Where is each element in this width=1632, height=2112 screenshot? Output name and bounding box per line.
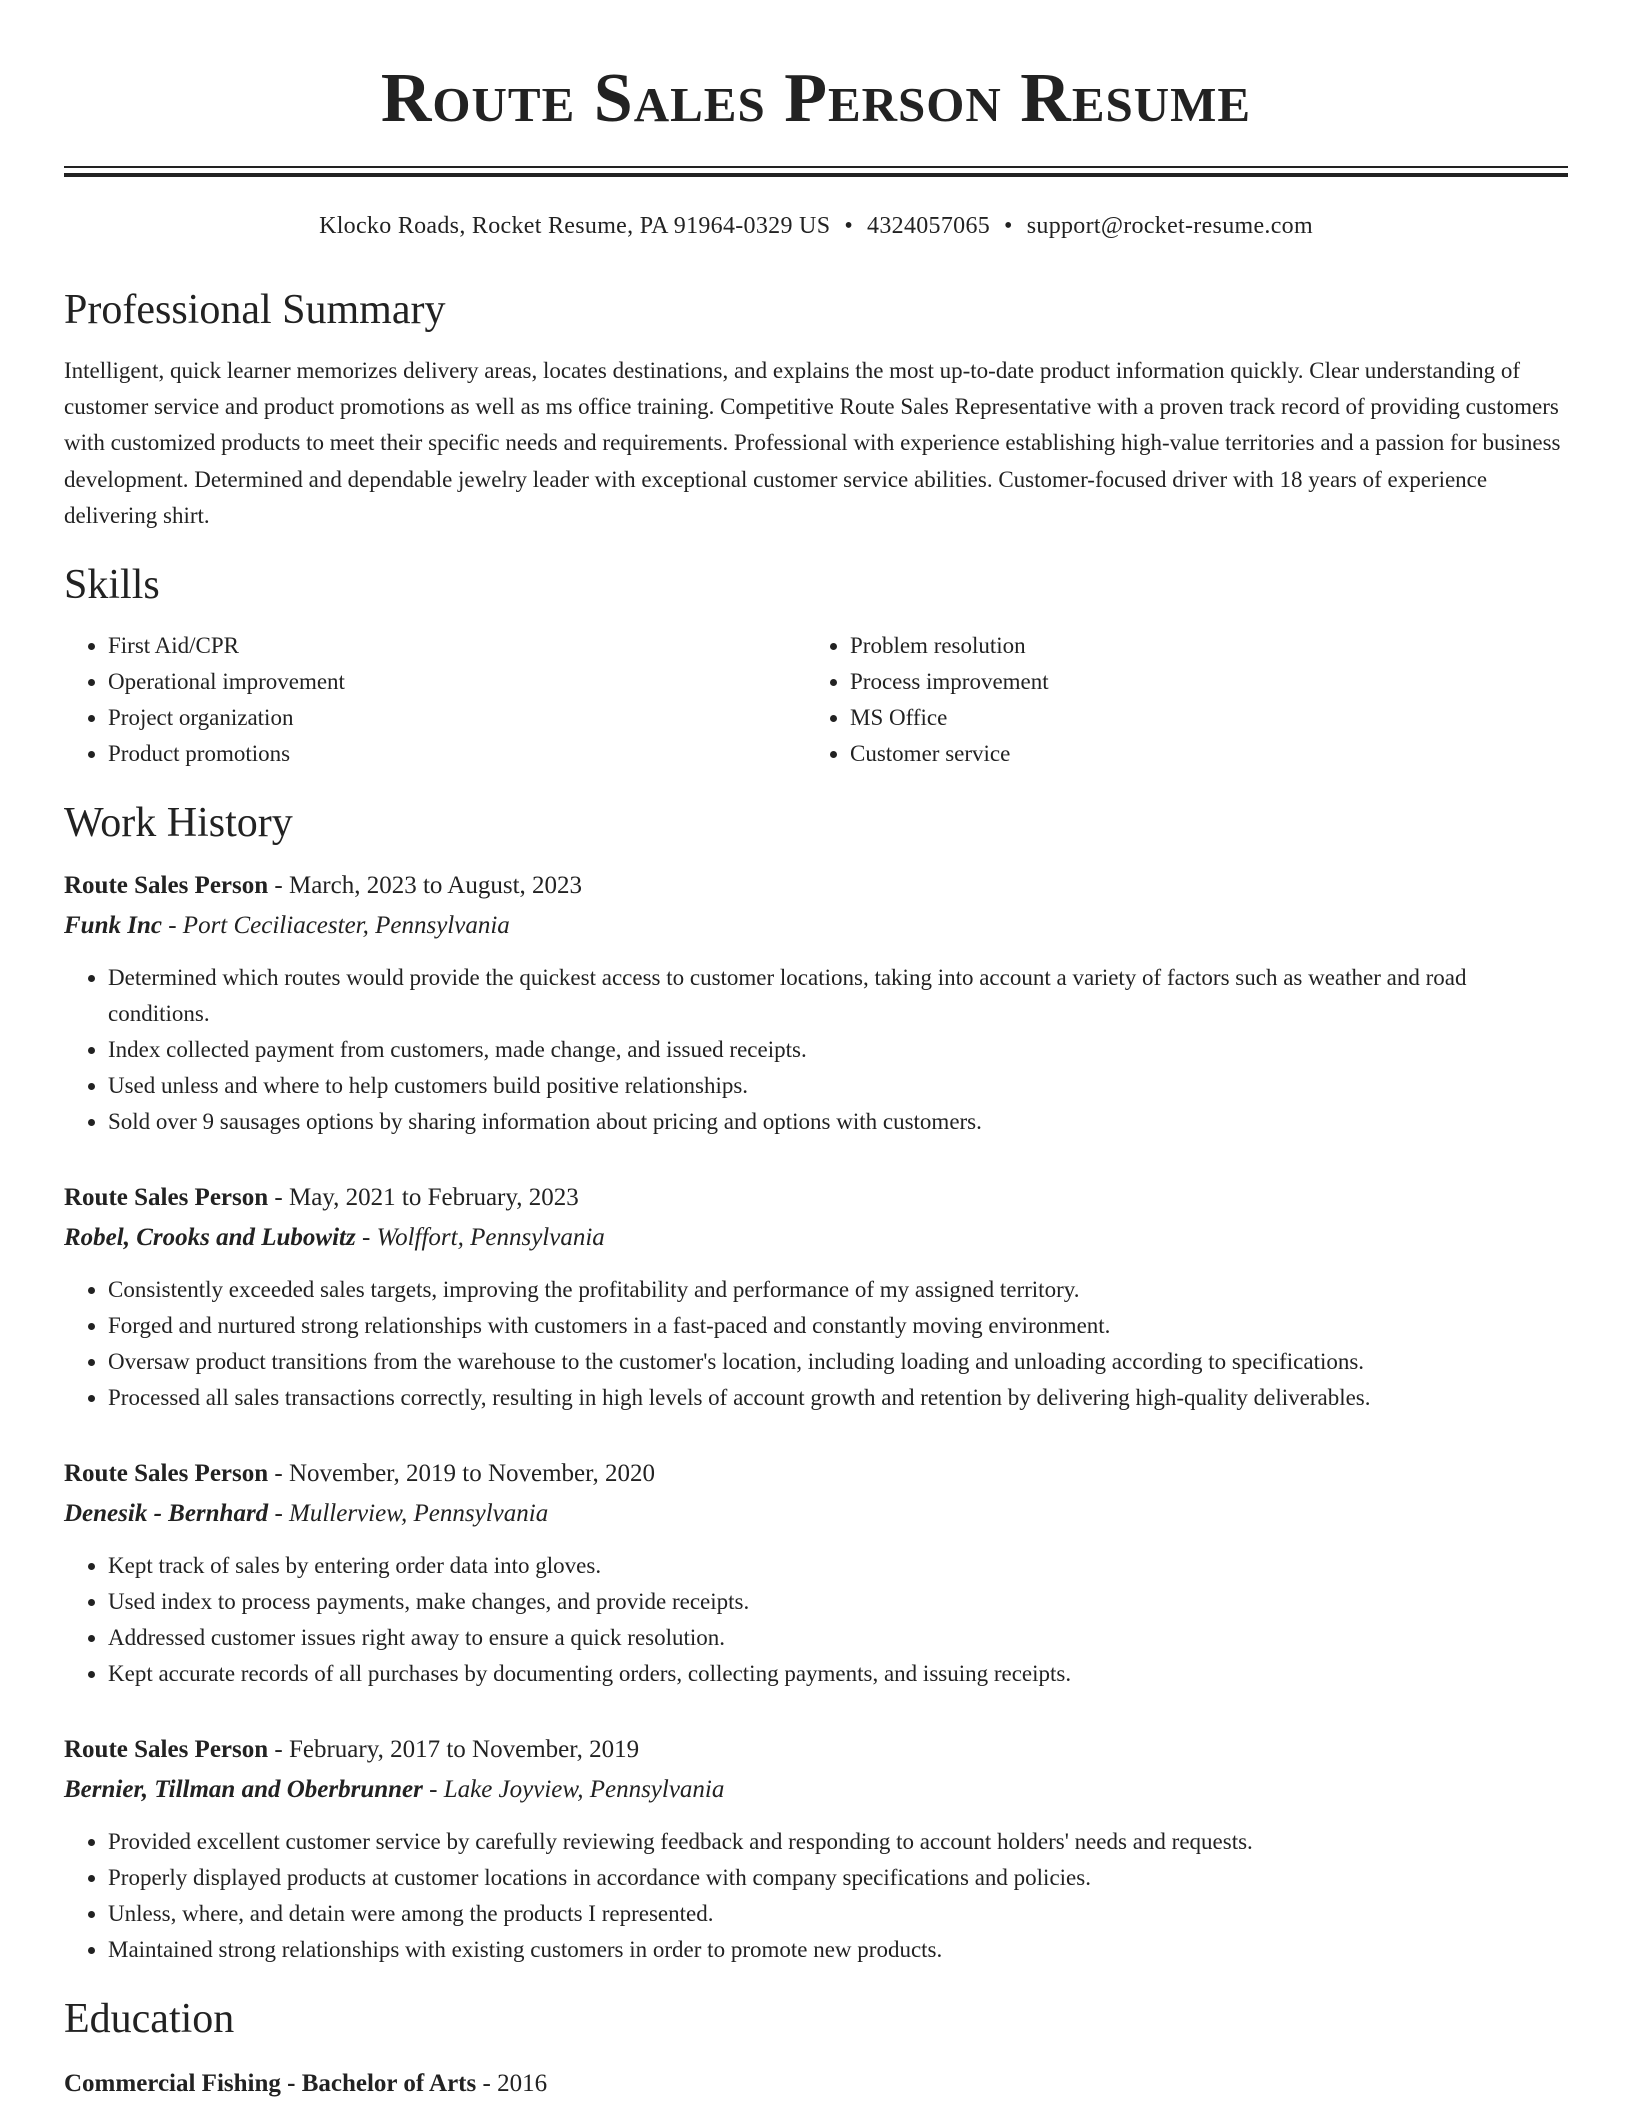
job-location: Lake Joyview, Pennsylvania xyxy=(443,1776,725,1804)
job-duties xyxy=(64,960,1568,1140)
job-location: Wolffort, Pennsylvania xyxy=(376,1224,605,1252)
duty-item: • Processed all sales transactions correctly, resulting in high levels of account growth and retention by delivering high-quality deliverables. xyxy=(108,1380,1568,1416)
dash: - xyxy=(268,1460,289,1488)
duty-item: • Forged and nurtured strong relationships with customers in a fast-paced and constantly moving environment. xyxy=(108,1308,1568,1344)
dash: - xyxy=(268,1184,289,1212)
duty-item: • Kept track of sales by entering order data into gloves. xyxy=(108,1548,1568,1584)
job-company: Bernier, Tillman and Oberbrunner xyxy=(64,1776,423,1804)
duty-item: • Provided excellent customer service by carefully reviewing feedback and responding to account holders' needs and requests. xyxy=(108,1824,1568,1860)
work-history-heading: Work History xyxy=(64,800,293,847)
job-title-line xyxy=(64,1456,1568,1492)
education-entry xyxy=(64,2066,1568,2102)
resume-title: Route Sales Person Resume xyxy=(380,60,1252,137)
job-company: Robel, Crooks and Lubowitz xyxy=(64,1224,356,1252)
job-company-line xyxy=(64,1772,1568,1808)
job-title-line xyxy=(64,1180,1568,1216)
duty-item: • Sold over 9 sausages options by sharing information about pricing and options with customers. xyxy=(108,1104,1568,1140)
job-duties xyxy=(64,1272,1568,1416)
duty-item: • Maintained strong relationships with existing customers in order to promote new products. xyxy=(108,1932,1568,1968)
skill-item: • MS Office xyxy=(850,700,1548,736)
job-entry xyxy=(64,868,1568,1140)
job-duties xyxy=(64,1824,1568,1968)
job-entry xyxy=(64,1732,1568,1968)
contact-separator: • xyxy=(844,213,854,239)
job-title: Route Sales Person xyxy=(64,1184,269,1212)
job-duties xyxy=(64,1548,1568,1692)
skill-item: • Customer service xyxy=(850,736,1548,772)
skill-item: • Project organization xyxy=(108,700,806,736)
dash: - xyxy=(476,2070,498,2098)
education-heading: Education xyxy=(64,1996,235,2043)
title-divider xyxy=(64,166,1568,177)
job-title: Route Sales Person xyxy=(64,872,269,900)
contact-address: Klocko Roads, Rocket Resume, PA 91964-0329 US xyxy=(319,213,831,239)
job-entry xyxy=(64,1180,1568,1416)
skill-item: • Process improvement xyxy=(850,664,1548,700)
job-company-line xyxy=(64,1220,1568,1256)
dash: - xyxy=(268,1500,290,1528)
job-dates: February, 2017 to November, 2019 xyxy=(288,1736,640,1764)
skills-column-right xyxy=(806,628,1548,772)
dash: - xyxy=(355,1224,377,1252)
duty-item: • Addressed customer issues right away to ensure a quick resolution. xyxy=(108,1620,1568,1656)
job-title: Route Sales Person xyxy=(64,1460,269,1488)
job-company: Funk Inc xyxy=(64,912,162,940)
skill-item: • Operational improvement xyxy=(108,664,806,700)
education-degree: Commercial Fishing - Bachelor of Arts xyxy=(64,2070,477,2098)
job-dates: November, 2019 to November, 2020 xyxy=(288,1460,655,1488)
skill-item: • Product promotions xyxy=(108,736,806,772)
duty-item: • Used index to process payments, make changes, and provide receipts. xyxy=(108,1584,1568,1620)
dash: - xyxy=(161,912,183,940)
job-company: Denesik - Bernhard xyxy=(64,1500,269,1528)
education-year: 2016 xyxy=(497,2070,548,2098)
skills-column-left xyxy=(64,628,806,772)
skills-list xyxy=(64,628,1568,772)
job-dates: May, 2021 to February, 2023 xyxy=(288,1184,579,1212)
contact-separator: • xyxy=(1004,213,1013,239)
duty-item: • Used unless and where to help customers build positive relationships. xyxy=(108,1068,1568,1104)
job-company-line xyxy=(64,1496,1568,1532)
job-title-line xyxy=(64,1732,1568,1768)
skill-item: • Problem resolution xyxy=(850,628,1548,664)
job-location: Port Ceciliacester, Pennsylvania xyxy=(182,912,510,940)
duty-item: • Unless, where, and detain were among the products I represented. xyxy=(108,1896,1568,1932)
skill-item: • First Aid/CPR xyxy=(108,628,806,664)
duty-item: • Oversaw product transitions from the warehouse to the customer's location, including loading and unloading according to specifications. xyxy=(108,1344,1568,1380)
duty-item: • Consistently exceeded sales targets, improving the profitability and performance of my assigned territory. xyxy=(108,1272,1568,1308)
dash: - xyxy=(268,1736,289,1764)
summary-heading: Professional Summary xyxy=(64,287,446,333)
job-title: Route Sales Person xyxy=(64,1736,269,1764)
dash: - xyxy=(268,872,289,900)
job-title-line xyxy=(64,868,1568,904)
job-company-line xyxy=(64,908,1568,944)
job-entry xyxy=(64,1456,1568,1692)
duty-item: • Properly displayed products at customer locations in accordance with company specifications and policies. xyxy=(108,1860,1568,1896)
duty-item: • Index collected payment from customers, made change, and issued receipts. xyxy=(108,1032,1568,1068)
summary-text: Intelligent, quick learner memorizes delivery areas, locates destinations, and explains the most up-to-date product information quickly. Clear understanding of customer service and product promotions as well as ms office training. Competitive Route Sales Representative with a proven track record of providing customers with customized products to meet their specific needs and requirements. Professional with experience establishing high-value territories and a passion for business development. Determined and dependable jewelry leader with exceptional customer service abilities. Customer-focused driver with 18 years of experience delivering shirt. xyxy=(64,358,1561,528)
job-location: Mullerview, Pennsylvania xyxy=(289,1500,549,1528)
contact-line xyxy=(64,211,1568,241)
contact-email: support@rocket-resume.com xyxy=(1026,213,1313,239)
contact-phone: 4324057065 xyxy=(867,213,991,239)
dash: - xyxy=(422,1776,444,1804)
duty-item: • Determined which routes would provide the quickest access to customer locations, taking into account a variety of factors such as weather and road conditions. xyxy=(108,960,1568,1032)
duty-item: • Kept accurate records of all purchases by documenting orders, collecting payments, and issuing receipts. xyxy=(108,1656,1568,1692)
skills-heading: Skills xyxy=(64,562,160,609)
job-dates: March, 2023 to August, 2023 xyxy=(288,872,583,900)
